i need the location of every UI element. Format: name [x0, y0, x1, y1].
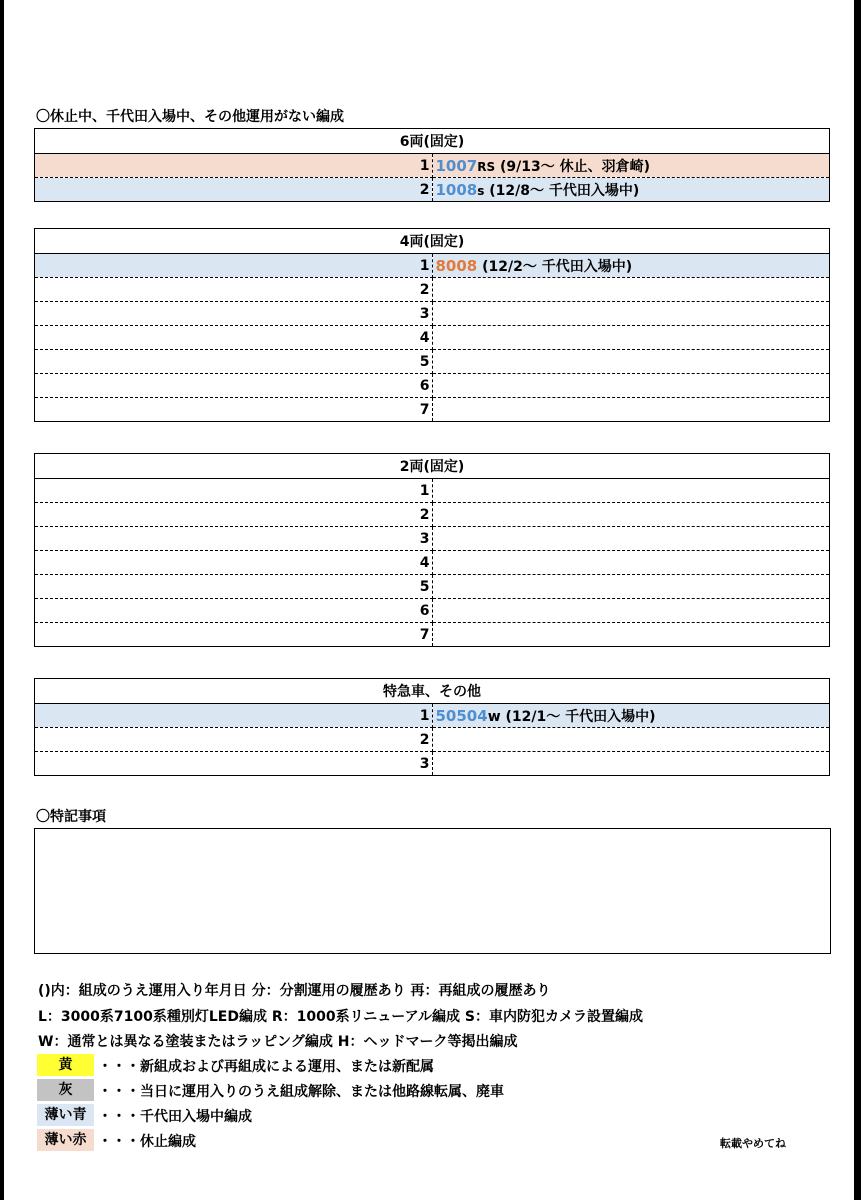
- page-heading: 〇休止中、千代田入場中、その他運用がない編成: [36, 109, 344, 125]
- row-value: [432, 575, 830, 599]
- row-value: [432, 374, 830, 398]
- row-number: 1: [35, 704, 433, 728]
- table-6car: [34, 128, 830, 202]
- row-number: 4: [35, 326, 433, 350]
- row-value: [432, 599, 830, 623]
- document-page: [4, 0, 854, 1200]
- row-value: [432, 154, 830, 178]
- table-row: [35, 527, 830, 551]
- table-row: [35, 479, 830, 503]
- row-number: 5: [35, 575, 433, 599]
- row-value: [432, 479, 830, 503]
- formation-code: 50504: [435, 706, 488, 725]
- row-number: 7: [35, 623, 433, 647]
- footer-note: 転載やめてね: [720, 1137, 786, 1150]
- row-number: 2: [35, 503, 433, 527]
- table-row: [35, 178, 830, 202]
- row-value: [432, 503, 830, 527]
- table-row: [35, 374, 830, 398]
- formation-code: 1008: [435, 180, 478, 199]
- row-value: [432, 302, 830, 326]
- formation-code: 8008: [435, 256, 478, 275]
- table-row: [35, 623, 830, 647]
- row-value: [432, 704, 830, 728]
- notes-title: 〇特記事項: [36, 809, 106, 825]
- row-number: 2: [35, 728, 433, 752]
- notes-box: [34, 828, 831, 954]
- table-row: [35, 728, 830, 752]
- row-number: 2: [35, 278, 433, 302]
- row-value: [432, 278, 830, 302]
- legend-desc-yellow: ・・・新組成および再組成による運用、または新配属: [98, 1059, 434, 1075]
- table-2car: [34, 453, 830, 647]
- legend-swatch-gray: 灰: [37, 1079, 94, 1101]
- formation-note: (12/1～ 千代田入場中): [500, 708, 656, 725]
- formation-suffix: w: [487, 708, 501, 725]
- row-value: [432, 728, 830, 752]
- legend-desc-light-red: ・・・休止編成: [98, 1134, 196, 1150]
- legend-swatch-light-blue: 薄い青: [37, 1104, 94, 1126]
- row-value: [432, 623, 830, 647]
- formation-suffix: RS: [477, 159, 496, 174]
- legend-line-3: W：通常とは異なる塗装またはラッピング編成 H：ヘッドマーク等掲出編成: [38, 1034, 518, 1050]
- row-number: 6: [35, 599, 433, 623]
- row-number: 4: [35, 551, 433, 575]
- legend-line-1: ()内：組成のうえ運用入り年月日 分：分割運用の履歴あり 再：再組成の履歴あり: [38, 983, 551, 999]
- row-value: [432, 254, 830, 278]
- row-number: 7: [35, 398, 433, 422]
- table-row: [35, 575, 830, 599]
- table-row: [35, 278, 830, 302]
- row-value: [432, 551, 830, 575]
- table-row: [35, 704, 830, 728]
- formation-note: (9/13～ 休止、羽倉崎): [495, 158, 651, 175]
- table-row: [35, 752, 830, 776]
- row-value: [432, 527, 830, 551]
- table-title: 6両(固定): [35, 129, 830, 154]
- table-row: [35, 398, 830, 422]
- table-title: 4両(固定): [35, 229, 830, 254]
- row-value: [432, 326, 830, 350]
- row-number: 3: [35, 527, 433, 551]
- table-title: 2両(固定): [35, 454, 830, 479]
- legend-desc-gray: ・・・当日に運用入りのうえ組成解除、または他路線転属、廃車: [98, 1084, 504, 1100]
- table-row: [35, 503, 830, 527]
- row-number: 1: [35, 154, 433, 178]
- table-row: [35, 254, 830, 278]
- table-4car: [34, 228, 830, 422]
- table-row: [35, 599, 830, 623]
- row-number: 5: [35, 350, 433, 374]
- row-number: 3: [35, 752, 433, 776]
- table-express: [34, 678, 830, 776]
- row-number: 2: [35, 178, 433, 202]
- row-number: 6: [35, 374, 433, 398]
- legend-line-2: L：3000系7100系種別灯LED編成 R：1000系リニューアル編成 S：車内防犯カメラ設置編成: [38, 1009, 643, 1025]
- legend-swatch-light-red: 薄い赤: [37, 1129, 94, 1151]
- table-row: [35, 326, 830, 350]
- legend-desc-light-blue: ・・・千代田入場中編成: [98, 1109, 252, 1125]
- table-row: [35, 154, 830, 178]
- row-value: [432, 752, 830, 776]
- row-number: 3: [35, 302, 433, 326]
- table-title: 特急車、その他: [35, 679, 830, 704]
- table-row: [35, 350, 830, 374]
- formation-code: 1007: [435, 156, 478, 175]
- row-value: [432, 398, 830, 422]
- legend-swatch-yellow: 黄: [37, 1054, 94, 1076]
- row-value: [432, 178, 830, 202]
- row-number: 1: [35, 254, 433, 278]
- formation-suffix: s: [477, 183, 485, 198]
- formation-note: (12/8～ 千代田入場中): [484, 182, 640, 199]
- formation-note: (12/2～ 千代田入場中): [477, 258, 633, 275]
- row-number: 1: [35, 479, 433, 503]
- table-row: [35, 302, 830, 326]
- table-row: [35, 551, 830, 575]
- row-value: [432, 350, 830, 374]
